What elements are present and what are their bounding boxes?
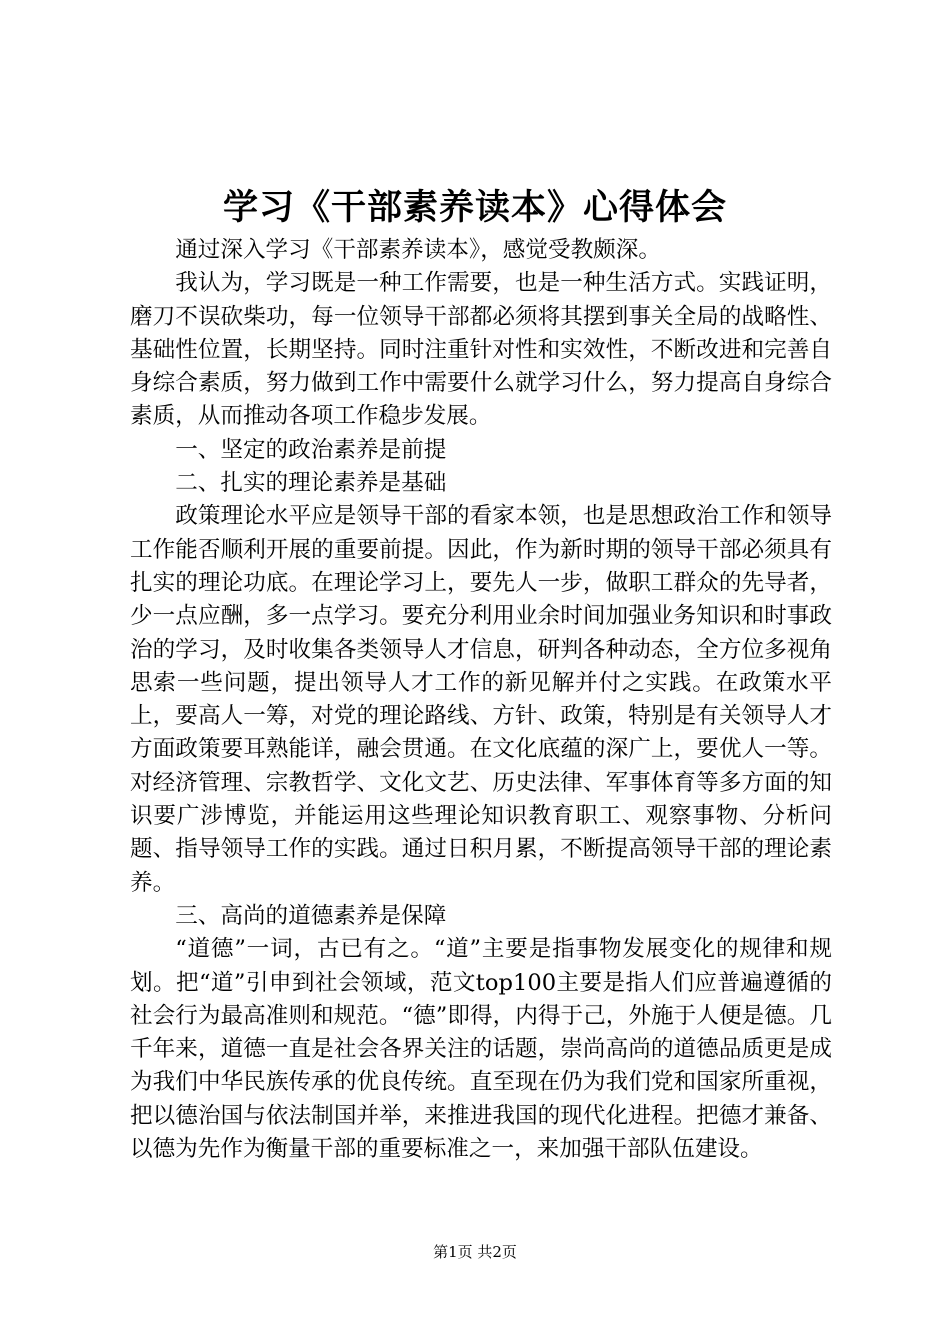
section-heading-political: 一、坚定的政治素养是前提 (175, 436, 447, 463)
section-heading-theory: 二、扎实的理论素养是基础 (175, 470, 447, 497)
paragraph-learning: 我认为，学习既是一种工作需要，也是一种生活方式。实践证明，磨刀不误砍柴功，每一位领导干部都必须将其摆到事关全局的战略性、基础性位置，长期坚持。同时注重针对性和实效性，不断改进和完善自身综合素质，努力做到工作中需要什么就学习什么，努力提高自身综合素质，从而推动各项工作稳步发展。 (130, 270, 832, 430)
paragraph-intro: 通过深入学习《干部素养读本》，感觉受教颇深。 (175, 237, 661, 263)
section-heading-ethics: 三、高尚的道德素养是保障 (175, 902, 447, 929)
document-body (130, 234, 832, 1166)
paragraph-theory: 政策理论水平应是领导干部的看家本领，也是思想政治工作和领导工作能否顺利开展的重要前提。因此，作为新时期的领导干部必须具有扎实的理论功底。在理论学习上，要先人一步，做职工群众的先导者，少一点应酬，多一点学习。要充分利用业余时间加强业务知识和时事政治的学习，及时收集各类领导人才信息，研判各种动态，全方位多视角思索一些问题，提出领导人才工作的新见解并付之实践。在政策水平上，要高人一筹，对党的理论路线、方针、政策，特别是有关领导人才方面政策要耳熟能详，融会贯通。在文化底蕴的深广上，要优人一等。对经济管理、宗教哲学、文化文艺、历史法律、军事体育等多方面的知识要广涉博览，并能运用这些理论知识教育职工、观察事物、分析问题、指导领导工作的实践。通过日积月累，不断提高领导干部的理论素养。 (130, 503, 832, 896)
paragraph-ethics: “道德”一词，古已有之。“道”主要是指事物发展变化的规律和规划。把“道”引申到社会领域，范文top100主要是指人们应普遍遵循的社会行为最高准则和规范。“德”即得，内得于己，外施于人便是德。几千年来，道德一直是社会各界关注的话题，崇尚高尚的道德品质更是成为我们中华民族传承的优良传统。直至现在仍为我们党和国家所重视，把以德治国与依法制国并举，来推进我国的现代化进程。把德才兼备、以德为先作为衡量干部的重要标准之一，来加强干部队伍建设。 (130, 936, 832, 1163)
page-footer: 第1页 共2页 (433, 1243, 517, 1261)
document-title: 学习《干部素养读本》心得体会 (222, 188, 727, 228)
